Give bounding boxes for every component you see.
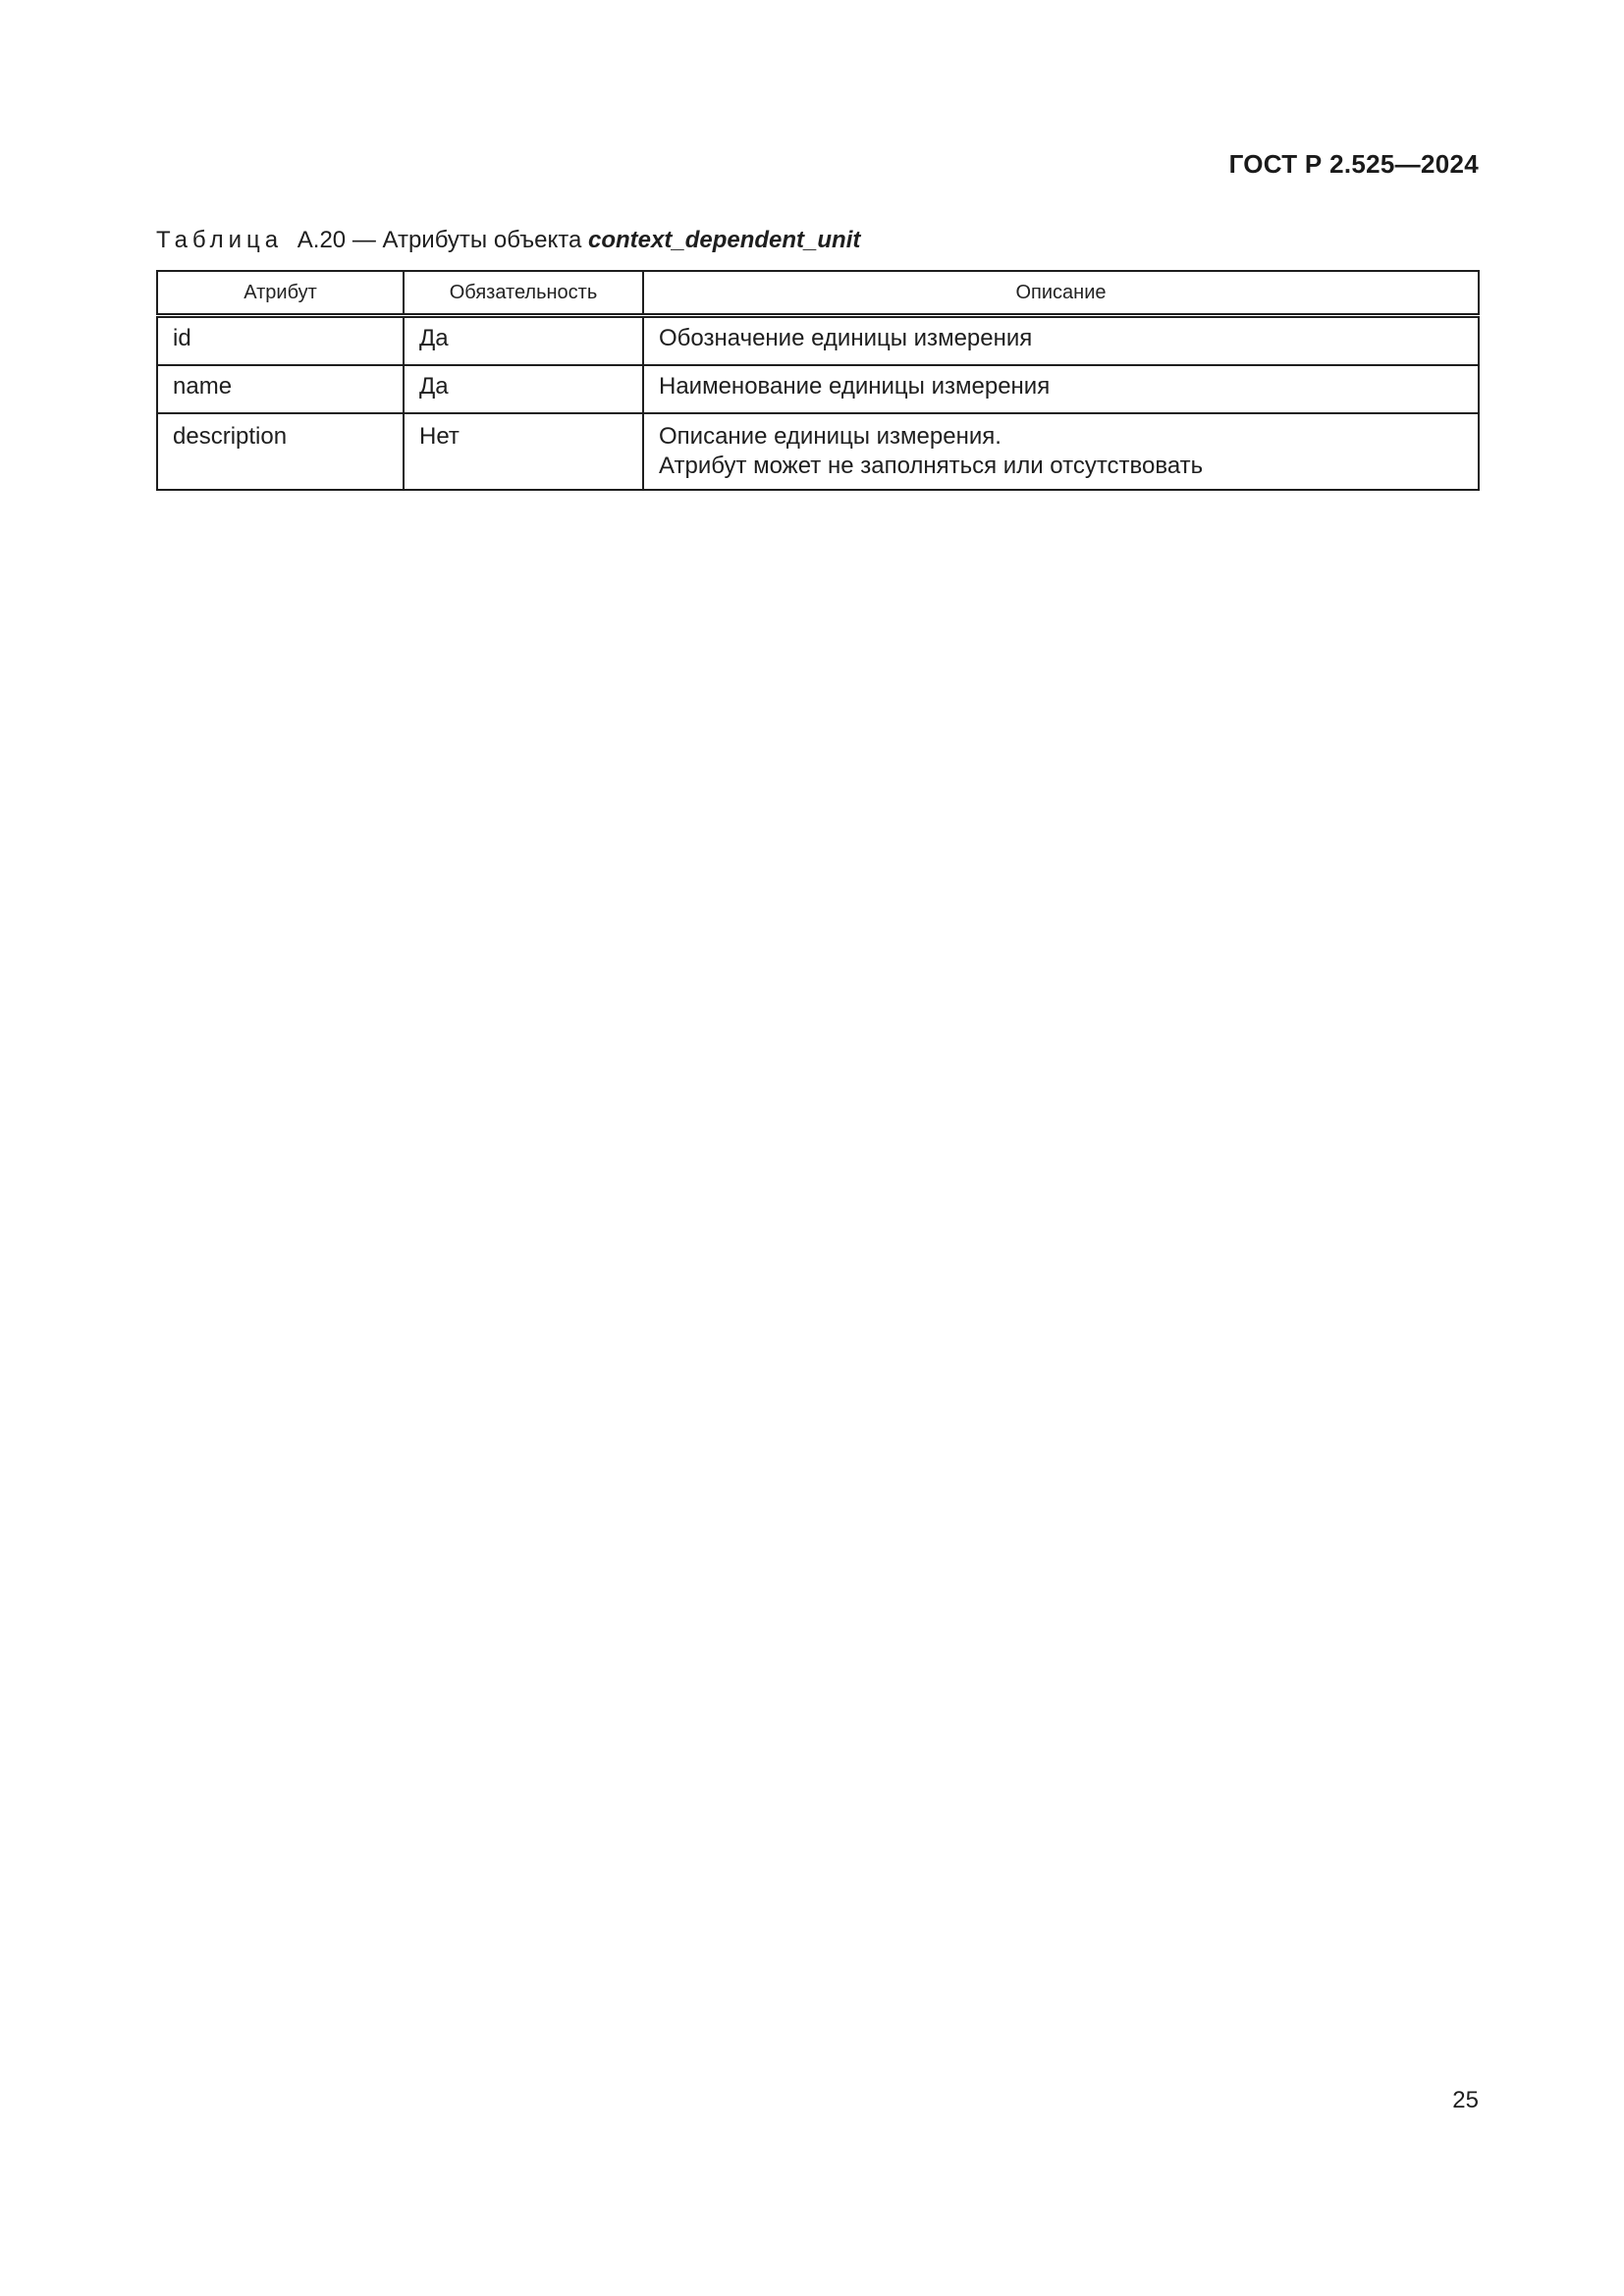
document-standard-header: ГОСТ Р 2.525—2024 <box>1228 149 1479 179</box>
table-row <box>157 365 1479 413</box>
cell-attribute: id <box>157 316 404 366</box>
cell-attribute: description <box>157 413 404 490</box>
description-line: Наименование единицы измерения <box>659 373 1051 400</box>
cell-attribute: name <box>157 365 404 413</box>
page-number: 25 <box>1452 2087 1479 2113</box>
cell-description <box>643 316 1479 366</box>
description-line: Описание единицы измерения. <box>659 423 1001 450</box>
cell-required: Да <box>404 316 643 366</box>
table-row <box>157 413 1479 490</box>
description-line: Обозначение единицы измерения <box>659 325 1033 351</box>
attributes-table <box>156 270 1480 491</box>
table-row <box>157 316 1479 366</box>
cell-description <box>643 413 1479 490</box>
column-header-attribute: Атрибут <box>157 271 404 316</box>
description-line: Атрибут может не заполняться или отсутствовать <box>659 453 1204 479</box>
cell-required: Нет <box>404 413 643 490</box>
cell-required: Да <box>404 365 643 413</box>
column-header-required: Обязательность <box>404 271 643 316</box>
table-header-row <box>157 271 1479 316</box>
cell-description <box>643 365 1479 413</box>
table-caption-prefix: Таблица <box>156 227 284 253</box>
column-header-description: Описание <box>643 271 1479 316</box>
table-caption-object-name: context_dependent_unit <box>588 227 861 253</box>
table-caption-number: А.20 — Атрибуты объекта <box>297 227 582 253</box>
table-caption <box>156 227 860 254</box>
